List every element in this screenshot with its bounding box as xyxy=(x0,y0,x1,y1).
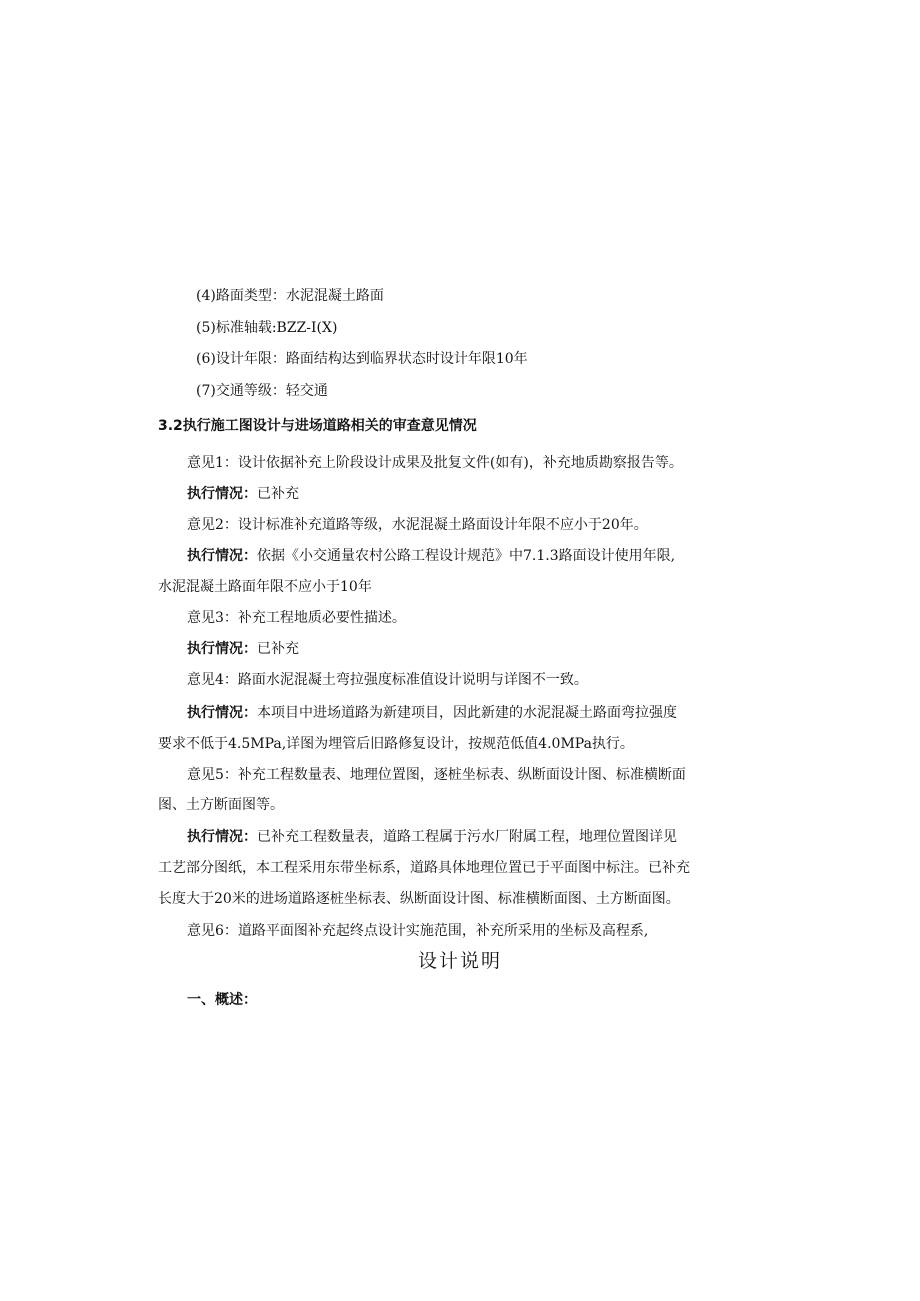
param-traffic-level: (7)交通等级：轻交通 xyxy=(196,383,328,399)
opinion-2: 意见2：设计标准补充道路等级，水泥混凝土路面设计年限不应小于20年。 xyxy=(187,517,648,533)
section-title-3-2: 3.2执行施工图设计与进场道路相关的审查意见情况 xyxy=(158,418,477,434)
param-standard-axle-load: (5)标准轴载:BZZ-I(X) xyxy=(196,320,338,336)
execution-label: 执行情况： xyxy=(187,486,257,502)
execution-label: 执行情况： xyxy=(187,641,257,657)
execution-4-continued: 要求不低于4.5MPa,详图为埋管后旧路修复设计，按规范低值4.0MPa执行。 xyxy=(158,736,634,752)
execution-text: 已补充工程数量表，道路工程属于污水厂附属工程，地理位置图详见 xyxy=(257,829,677,845)
execution-1 xyxy=(187,484,299,504)
opinion-1: 意见1：设计依据补充上阶段设计成果及批复文件(如有)，补充地质勘察报告等。 xyxy=(187,455,683,471)
param-design-life: (6)设计年限：路面结构达到临界状态时设计年限10年 xyxy=(196,351,528,367)
execution-4 xyxy=(187,703,677,723)
execution-2-continued: 水泥混凝土路面年限不应小于10年 xyxy=(158,579,372,595)
opinion-5: 意见5：补充工程数量表、地理位置图，逐桩坐标表、纵断面设计图、标准横断面 xyxy=(187,767,686,783)
opinion-3: 意见3：补充工程地质必要性描述。 xyxy=(187,610,406,626)
execution-label: 执行情况： xyxy=(187,705,257,721)
execution-5 xyxy=(187,827,677,847)
execution-text: 已补充 xyxy=(257,641,299,657)
opinion-6: 意见6：道路平面图补充起终点设计实施范围，补充所采用的坐标及高程系, xyxy=(187,923,649,939)
opinion-5-continued: 图、土方断面图等。 xyxy=(158,797,284,813)
heading-overview: 一、概述： xyxy=(187,992,257,1008)
param-pavement-type: (4)路面类型：水泥混凝土路面 xyxy=(196,288,384,304)
execution-text: 依据《小交通量农村公路工程设计规范》中7.1.3路面设计使用年限, xyxy=(257,548,676,564)
opinion-4: 意见4：路面水泥混凝土弯拉强度标准值设计说明与详图不一致。 xyxy=(187,672,588,688)
design-description-title: 设计说明 xyxy=(417,950,502,972)
execution-text: 已补充 xyxy=(257,486,299,502)
execution-3 xyxy=(187,639,299,659)
execution-text: 本项目中进场道路为新建项目，因此新建的水泥混凝土路面弯拉强度 xyxy=(257,705,677,721)
execution-5-continued-1: 工艺部分图纸，本工程采用东带坐标系，道路具体地理位置已于平面图中标注。已补充 xyxy=(158,860,690,876)
execution-label: 执行情况： xyxy=(187,829,257,845)
execution-label: 执行情况： xyxy=(187,548,257,564)
execution-5-continued-2: 长度大于20米的进场道路逐桩坐标表、纵断面设计图、标准横断面图、土方断面图。 xyxy=(158,891,680,907)
execution-2 xyxy=(187,546,675,566)
